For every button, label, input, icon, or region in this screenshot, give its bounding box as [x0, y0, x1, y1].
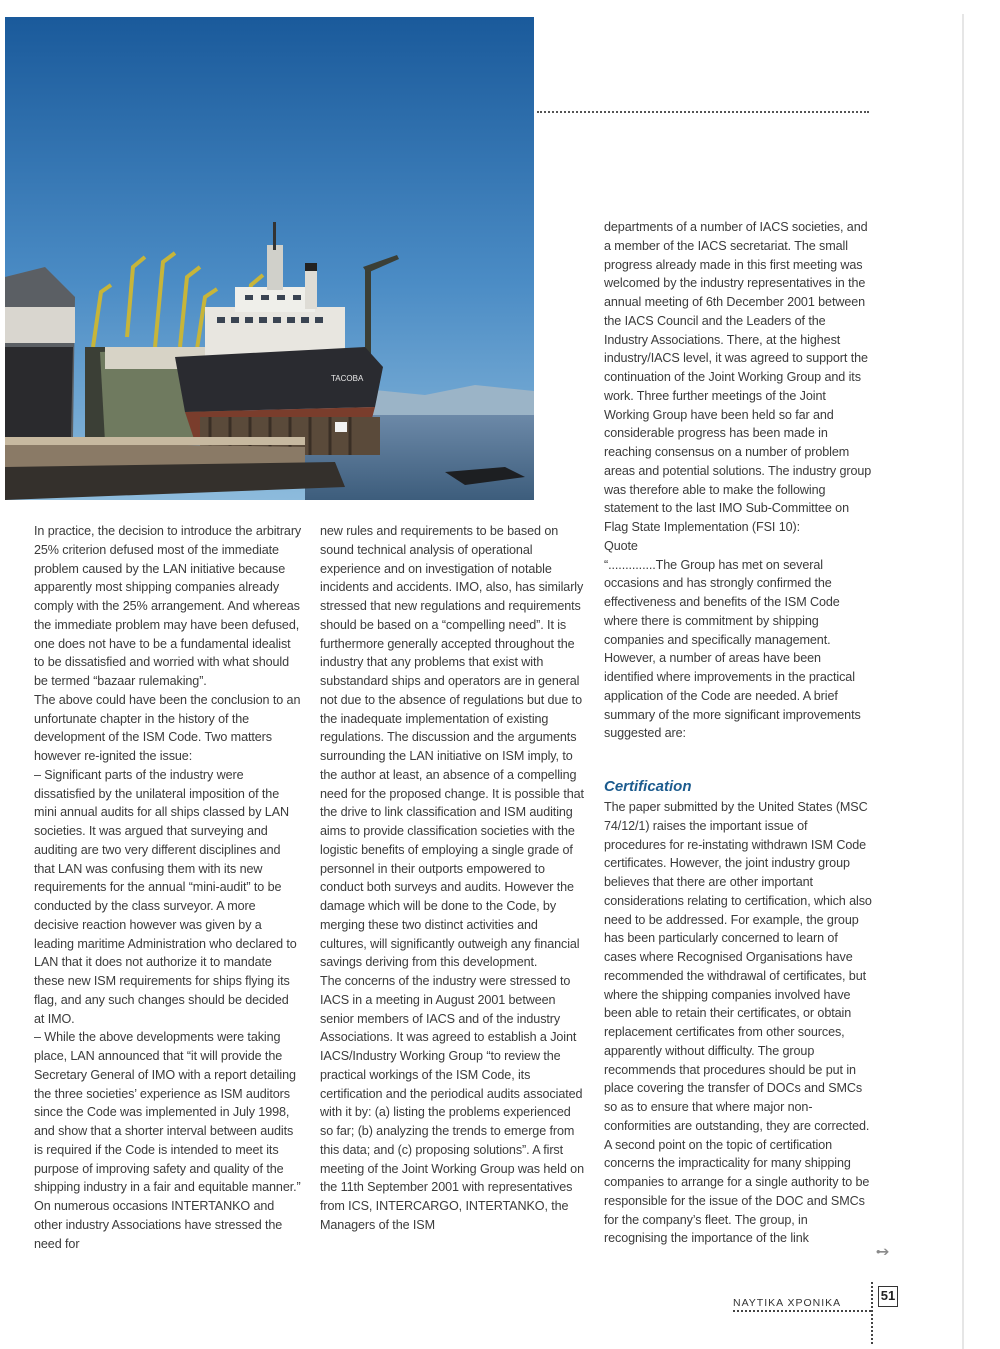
quote-label: Quote: [604, 538, 638, 553]
column-1: [34, 522, 302, 1253]
column-3-bottom: [604, 798, 872, 1248]
section-heading-certification: Certification: [604, 778, 692, 795]
paragraph: departments of a number of IACS societies, and a member of the IACS secretariat. The small progress already made in this first meeting was welcomed by the industry representatives in the annual meeting of 6th December 2001 between the IACS Council and the Leaders of the Industry Associations. There, at the highest industry/IACS level, it was agreed to support the continuation of the Joint Working Group and its work. Three further meetings of the Joint Working Group have been held so far and considerable progress has been made in reaching consensus on a number of problem areas and potential solutions. The industry group was therefore able to make the following statement to the last IMO Sub-Committee on Flag State Implementation (FSI 10):: [604, 220, 872, 534]
paragraph: In practice, the decision to introduce the arbitrary 25% criterion defused most of the immediate problem caused by the LAN initiative because apparently most shipping companies already comply with the 25% arrangement. And whereas the immediate problem may have been defused, one does not have to be a fundamental idealist to be dissatisfied and worried with what should be termed “bazaar rulemaking”.: [34, 524, 302, 688]
paragraph: A second point on the topic of certification concerns the impracticality for many shipping companies to arrange for a single authority to be responsible for the issue of the DOC and SMCs for the company’s fleet. The group, in recognising the importance of the link: [604, 1137, 870, 1246]
paragraph: “..............The Group has met on several occasions and has strongly confirmed the effectiveness and benefits of the ISM Code where there is commitment by shipping companies and specifically management. However, a number of areas have been identified where improvements in the practical application of the Code are needed. A brief summary of the more significant improvements suggested are:: [604, 557, 861, 741]
column-2: [320, 522, 585, 1235]
magazine-name: ΝΑΥΤΙΚΑ ΧΡΟΝΙΚΑ: [733, 1297, 842, 1309]
header-dotted-rule: [537, 111, 869, 113]
footer-vertical-rule: [871, 1282, 873, 1344]
paragraph: – While the above developments were taking place, LAN announced that “it will provide the Secretary General of IMO with a report detailing the three societies’ experience as ISM auditors since the Code was implemented in July 1998, and show that a shorter interval between audits is required if the Code is intended to meet its purpose of improving safety and quality of the shipping industry in a fair and equitable manner.”: [34, 1030, 301, 1195]
paragraph: The paper submitted by the United States (MSC 74/12/1) raises the important issue of procedures for re-instating withdrawn ISM Code certificates. However, the joint industry group believes that there are other important considerations relating to certification, which also need to be addressed. For example, the group has been particularly concerned to learn of cases where Recognised Organisations have recommended the withdrawal of certificates, but where the shipping companies involved have been able to retain their certificates, or obtain replacement certificates from other sources, apparently without difficulty. The group recommends that procedures should be put in place covering the transfer of DOCs and SMCs so as to ensure that where major non-conformities are outstanding, they are corrected.: [604, 800, 872, 1133]
page-edge: [962, 14, 964, 1349]
harbour-photo: [5, 17, 534, 500]
paragraph: On numerous occasions INTERTANKO and other industry Associations have stressed the need for: [34, 1199, 283, 1251]
arrow-right-icon: •➔: [876, 1244, 888, 1259]
paragraph: The above could have been the conclusion to an unfortunate chapter in the history of the development of the ISM Code. Two matters however re-ignited the issue:: [34, 692, 301, 763]
paragraph: The concerns of the industry were stressed to IACS in a meeting in August 2001 between senior members of IACS and of the industry Associations. It was agreed to establish a Joint IACS/Industry Working Group “to review the practical workings of the ISM Code, its certification and the periodical audits associated with it by: (a) listing the problems experienced so far; (b) analyzing the trends to emerge from this data; and (c) proposing solutions”. A first meeting of the Joint Working Group was held on the 11th September 2001 with representatives from ICS, INTERCARGO, INTERTANKO, the Managers of the ISM: [320, 974, 584, 1232]
paragraph: new rules and requirements to be based on sound technical analysis of operational experience and on investigation of notable incidents and accidents. IMO, also, has similarly stressed that new regulations and requirements should be based on a “compelling need”. It is furthermore generally accepted throughout the industry that any problems that exist with substandard ships and operators are in general not due to the absence of regulations but due to the inadequate implementation of existing regulations. The discussion and the arguments surrounding the LAN initiative on ISM imply, to the author at least, an absence of a compelling need for the proposed change. It is possible that the drive to link classification and ISM auditing aims to provide classification societies with the logistic benefits of employing a single grade of personnel in their outports empowered to conduct both surveys and audits. However the damage which will be done to the Code, by merging these two distinct activities and cultures, will significantly outweigh any financial savings deriving from this development.: [320, 524, 584, 970]
page-number: 51: [878, 1286, 898, 1307]
footer-dotted-rule: [733, 1310, 871, 1312]
ship-name: TACOBA: [331, 374, 364, 383]
paragraph: – Significant parts of the industry were dissatisfied by the unilateral imposition of the mini annual audits for all ships classed by LAN societies. It was argued that surveying and auditing are two very different disciplines and that LAN was confusing them with its new requirements for the annual “mini-audit” to be conducted by the class surveyor. A more decisive reaction however was given by a leading maritime Administration who declared to LAN that it does not authorize it to mandate these new ISM requirements for ships flying its flag, and any such changes should be decided at IMO.: [34, 767, 297, 1026]
column-3-top: [604, 218, 872, 743]
